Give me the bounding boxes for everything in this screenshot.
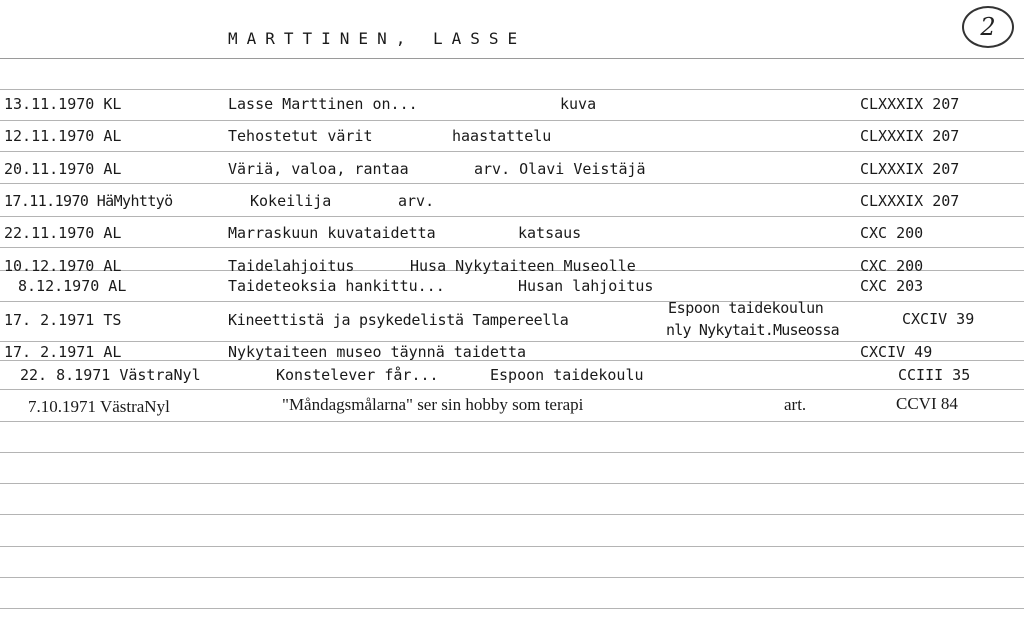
entry-ref: CLXXXIX 207 [860,95,960,113]
entry-type-line2: nly Nykytait.Museossa [666,321,839,339]
entry-ref: CCIII 35 [898,366,971,384]
rule-line [0,483,1024,484]
entry-date: 12.11.1970 AL [4,127,122,145]
entry-title: Taideteoksia hankittu... [228,277,445,295]
entry-ref: CXCIV 39 [902,310,975,328]
entry-type: kuva [560,95,597,113]
entry-date: 8.12.1970 AL [18,277,127,295]
rule-line [0,577,1024,578]
entry-ref: CXCIV 49 [860,343,933,361]
rule-line [0,89,1024,90]
rule-line [0,341,1024,342]
rule-line [0,452,1024,453]
entry-date: 17. 2.1971 TS [4,311,122,329]
rule-line [0,247,1024,248]
rule-line [0,421,1024,422]
entry-title: Konstelever får... [276,366,439,384]
entry-title: Tehostetut värit [228,127,373,145]
entry-type: Husa Nykytaiteen Museolle [410,257,636,275]
entry-date: 22. 8.1971 VästraNyl [20,366,201,384]
entry-title: Kokeilija [250,192,332,210]
rule-line [0,216,1024,217]
entry-ref: CXC 200 [860,224,924,242]
entry-title: Taidelahjoitus [228,257,355,275]
rule-line [0,301,1024,302]
entry-date: 20.11.1970 AL [4,160,122,178]
rule-line [0,514,1024,515]
entry-ref: CLXXXIX 207 [860,127,960,145]
entry-date: 17. 2.1971 AL [4,343,122,361]
entry-date: 17.11.1970 HäMyhttyö [4,192,173,210]
entry-date: 10.12.1970 AL [4,257,122,275]
rule-line [0,183,1024,184]
rule-line [0,546,1024,547]
card-heading: MARTTINEN, LASSE [228,29,527,48]
entry-title: Väriä, valoa, rantaa [228,160,409,178]
entry-title: Lasse Marttinen on... [228,95,418,113]
entry-type: haastattelu [452,127,552,145]
entry-date: 7.10.1971 VästraNyl [28,397,170,416]
entry-type: arv. Olavi Veistäjä [474,160,646,178]
rule-line [0,151,1024,152]
rule-line [0,120,1024,121]
entry-title: Marraskuun kuvataidetta [228,224,436,242]
entry-title: Kineettistä ja psykedelistä Tampereella [228,311,569,329]
entry-ref: CXC 200 [860,257,924,275]
card-number-circled: 2 [962,6,1014,48]
rule-line [0,608,1024,609]
entry-type: katsaus [518,224,582,242]
entry-ref: CXC 203 [860,277,924,295]
entry-type: art. [784,395,807,414]
rule-line [0,389,1024,390]
entry-ref: CCVI 84 [896,394,958,413]
entry-date: 13.11.1970 KL [4,95,122,113]
entry-type: Husan lahjoitus [518,277,654,295]
entry-title: Nykytaiteen museo täynnä taidetta [228,343,527,361]
entry-type: arv. [398,192,435,210]
entry-ref: CLXXXIX 207 [860,160,960,178]
header-rule [0,58,1024,59]
entry-date: 22.11.1970 AL [4,224,122,242]
entry-type-line1: Espoon taidekoulun [668,299,824,317]
entry-title: "Måndagsmålarna" ser sin hobby som terapi [282,395,584,414]
entry-type: Espoon taidekoulu [490,366,644,384]
entry-ref: CLXXXIX 207 [860,192,960,210]
